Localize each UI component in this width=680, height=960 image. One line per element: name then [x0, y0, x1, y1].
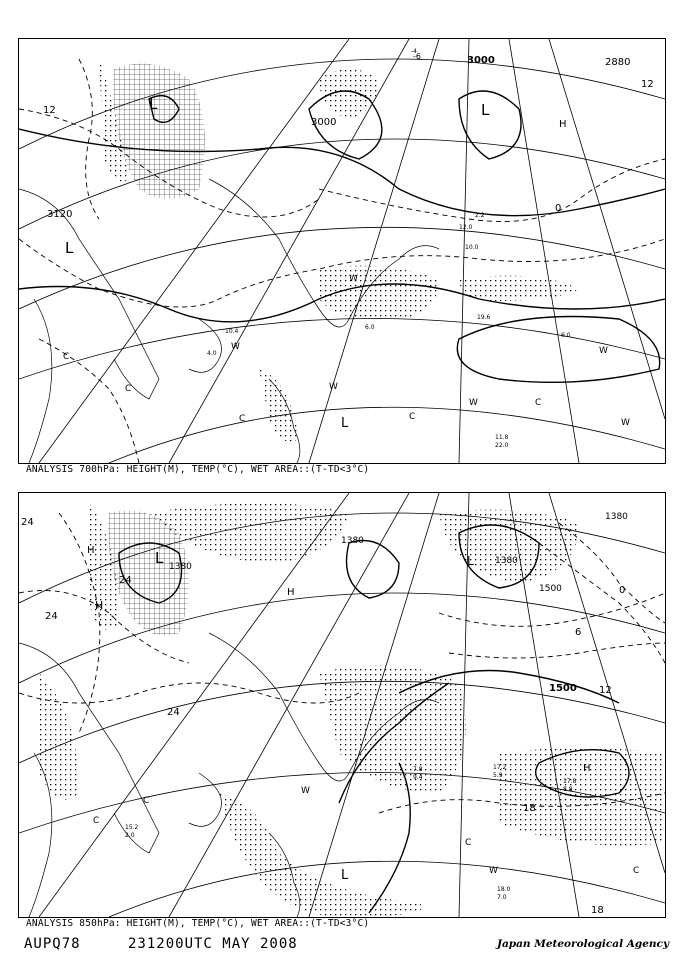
- pressure-center: H: [287, 587, 295, 598]
- station-value: 18.0: [497, 886, 511, 893]
- chart-identifier: AUPQ78: [24, 936, 81, 952]
- station-value: 7.0: [497, 894, 507, 901]
- isotherm-label: 0: [555, 203, 562, 214]
- map-panel-850hpa: [18, 492, 666, 918]
- pressure-center: W: [469, 398, 478, 408]
- pressure-center: L: [467, 554, 474, 568]
- pressure-center: L: [65, 239, 74, 257]
- station-value: 6.0: [365, 324, 375, 331]
- station-value: 10.0: [465, 244, 479, 251]
- height-label: 1500: [539, 584, 562, 594]
- isotherm-label: 18: [523, 803, 536, 814]
- pressure-center: L: [481, 101, 490, 119]
- pressure-center: C: [465, 838, 472, 848]
- station-value: 17.8: [563, 778, 577, 785]
- station-value: 7.8: [413, 766, 423, 773]
- pressure-center: H: [95, 599, 104, 612]
- isotherm-label: 24: [167, 707, 180, 718]
- pressure-center: C: [143, 796, 150, 806]
- pressure-center: C: [63, 352, 70, 362]
- station-value: 5.9: [493, 772, 503, 779]
- height-label: 1380: [169, 562, 192, 572]
- pressure-center: C: [633, 866, 640, 876]
- pressure-center: W: [599, 346, 608, 356]
- height-label: 1380: [495, 556, 518, 566]
- station-value: 19.6: [477, 314, 491, 321]
- isotherm-label: 6: [575, 627, 582, 638]
- agency-name: Japan Meteorological Agency: [497, 938, 670, 950]
- height-label: 2880: [605, 57, 631, 68]
- pressure-center: W: [349, 274, 358, 284]
- valid-time: 231200UTC MAY 2008: [128, 936, 298, 952]
- height-label: 3000: [467, 55, 495, 66]
- wet-areas-700: [99, 59, 579, 442]
- pressure-center: C: [239, 414, 246, 424]
- pressure-center: C: [125, 384, 132, 394]
- pressure-center: L: [155, 549, 164, 567]
- station-value: 8.8: [563, 786, 573, 793]
- station-value: 4.0: [207, 350, 217, 357]
- station-value: 22.0: [495, 442, 509, 449]
- caption-700hpa: ANALYSIS 700hPa: HEIGHT(M), TEMP(°C), WET AREA::(T-TD<3°C): [26, 464, 370, 475]
- isotherm-label: 12: [43, 105, 56, 116]
- station-value: 15.2: [125, 824, 139, 831]
- isotherm-label: 24: [119, 575, 132, 586]
- pressure-center: L: [341, 868, 349, 883]
- station-value: -4: [411, 48, 417, 55]
- isotherm-label: -6: [413, 52, 421, 61]
- caption-850hpa: ANALYSIS 850hPa: HEIGHT(M), TEMP(°C), WET AREA::(T-TD<3°C): [26, 918, 370, 929]
- height-label: 3120: [47, 209, 73, 220]
- height-label: 3000: [311, 117, 337, 128]
- pressure-center: W: [621, 418, 630, 428]
- pressure-center: W: [329, 382, 338, 392]
- pressure-center: C: [409, 412, 416, 422]
- station-value: 9.4: [413, 774, 423, 781]
- pressure-center: C: [93, 816, 100, 826]
- map-850hpa-canvas: [19, 493, 665, 917]
- isotherm-label: 18: [591, 905, 604, 916]
- coastlines-700: [19, 179, 439, 463]
- station-value: 12.0: [459, 224, 473, 231]
- pressure-center: H: [87, 545, 95, 556]
- isotherm-label: 0: [619, 585, 626, 596]
- pressure-center: W: [301, 786, 310, 796]
- map-700hpa-canvas: [19, 39, 665, 463]
- map-panel-700hpa: [18, 38, 666, 464]
- station-value: 17.2: [493, 764, 507, 771]
- pressure-center: H: [583, 763, 591, 774]
- pressure-center: C: [535, 398, 542, 408]
- pressure-center: W: [489, 866, 498, 876]
- height-label: 1500: [549, 683, 577, 694]
- station-value: 10.4: [225, 328, 239, 335]
- station-value: 2.2: [475, 212, 485, 219]
- isotherm-label: 12: [641, 79, 654, 90]
- station-value: 6.0: [561, 332, 571, 339]
- isotherm-label: 12: [599, 685, 612, 696]
- isotherm-label: 24: [45, 611, 58, 622]
- station-value: 11.8: [495, 434, 509, 441]
- height-label: 1380: [605, 512, 628, 522]
- pressure-center: W: [231, 342, 240, 352]
- height-label: 1380: [341, 536, 364, 546]
- pressure-center: H: [559, 119, 567, 130]
- pressure-center: L: [341, 416, 349, 431]
- station-value: 2.0: [125, 832, 135, 839]
- pressure-center: L: [149, 95, 158, 113]
- isotherm-label: 24: [21, 517, 34, 528]
